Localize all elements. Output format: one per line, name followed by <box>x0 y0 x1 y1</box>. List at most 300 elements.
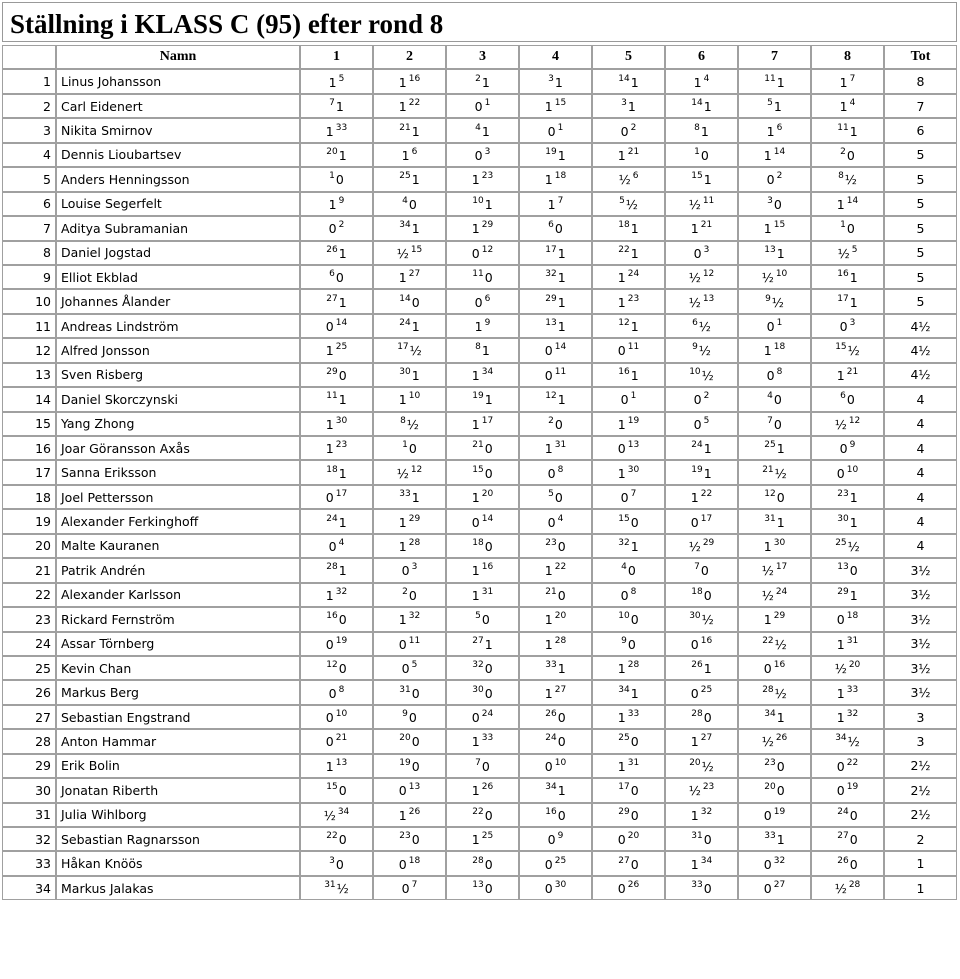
score: 1 <box>544 685 553 701</box>
score: 1 <box>325 343 334 359</box>
table-row <box>2 387 957 411</box>
round-result-cell <box>738 314 811 338</box>
round-result-cell <box>519 680 592 704</box>
total-cell: 2½ <box>884 803 957 827</box>
player-name: Elliot Ekblad <box>56 265 300 289</box>
rank-cell: 25 <box>2 656 56 680</box>
opponent-number: 4 <box>402 195 408 206</box>
opponent-number: 25 <box>481 831 494 842</box>
opponent-number: 31 <box>554 440 567 451</box>
round-result-cell <box>811 754 884 778</box>
total-cell: 4 <box>884 412 957 436</box>
opponent-number: 9 <box>402 709 408 720</box>
opponent-number: 32 <box>472 660 484 671</box>
score: 0 <box>620 392 629 408</box>
opponent-number: 1 <box>694 146 700 157</box>
round-result-cell <box>811 729 884 753</box>
round-result-cell <box>738 509 811 533</box>
opponent-number: 26 <box>481 782 494 793</box>
player-name: Daniel Jogstad <box>56 241 300 265</box>
score: 1 <box>398 270 407 286</box>
rank-cell: 22 <box>2 583 56 607</box>
table-row <box>2 778 957 802</box>
round-result-cell <box>738 680 811 704</box>
score: 0 <box>401 661 410 677</box>
round-result-cell <box>519 387 592 411</box>
opponent-number: 24 <box>691 440 703 451</box>
opponent-number: 21 <box>399 122 411 133</box>
round-result-cell <box>300 118 373 142</box>
round-result-cell <box>738 289 811 313</box>
opponent-number: 8 <box>557 464 564 475</box>
round-result-cell <box>300 485 373 509</box>
round-result-cell <box>811 851 884 875</box>
round-result-cell <box>811 143 884 167</box>
opponent-number: 13 <box>472 880 484 891</box>
opponent-number: 18 <box>472 537 484 548</box>
score: 1 <box>471 563 480 579</box>
rank-cell: 21 <box>2 558 56 582</box>
opponent-number: 23 <box>627 293 640 304</box>
score: 0 <box>630 783 639 799</box>
score: 1 <box>617 661 626 677</box>
table-row <box>2 216 957 240</box>
rank-cell: 3 <box>2 118 56 142</box>
table-row <box>2 289 957 313</box>
opponent-number: 33 <box>545 660 557 671</box>
opponent-number: 2 <box>703 391 710 402</box>
score: 0 <box>557 734 566 750</box>
opponent-number: 30 <box>689 611 701 622</box>
opponent-number: 32 <box>618 537 630 548</box>
total-cell: 2½ <box>884 778 957 802</box>
player-name: Johannes Ålander <box>56 289 300 313</box>
round-result-cell <box>811 314 884 338</box>
round-result-cell <box>446 265 519 289</box>
round-result-cell <box>373 607 446 631</box>
round-result-cell <box>300 241 373 265</box>
round-result-cell <box>665 94 738 118</box>
score: 0 <box>766 367 775 383</box>
total-cell: 3½ <box>884 632 957 656</box>
score: 1 <box>471 783 480 799</box>
round-result-cell <box>811 338 884 362</box>
opponent-number: 1 <box>402 440 408 451</box>
opponent-number: 27 <box>837 831 849 842</box>
score: 0 <box>471 514 480 530</box>
opponent-number: 33 <box>846 684 859 695</box>
round-result-cell <box>592 460 665 484</box>
opponent-number: 26 <box>408 806 421 817</box>
round-result-cell <box>519 265 592 289</box>
round-result-cell <box>519 803 592 827</box>
score: 0 <box>411 832 420 848</box>
total-cell: 5 <box>884 192 957 216</box>
round-result-cell <box>300 827 373 851</box>
round-result-cell <box>738 558 811 582</box>
round-result-cell <box>519 167 592 191</box>
player-name: Sebastian Engstrand <box>56 705 300 729</box>
round-result-cell <box>446 729 519 753</box>
opponent-number: 4 <box>475 122 481 133</box>
player-name: Alexander Karlsson <box>56 583 300 607</box>
opponent-number: 19 <box>545 146 557 157</box>
opponent-number: 11 <box>554 366 567 377</box>
rank-cell: 6 <box>2 192 56 216</box>
score: ½ <box>761 563 774 579</box>
score: 0 <box>325 490 334 506</box>
total-cell: 1 <box>884 876 957 900</box>
round-result-cell <box>738 729 811 753</box>
opponent-number: 31 <box>324 880 336 891</box>
round-result-cell <box>665 265 738 289</box>
table-row <box>2 314 957 338</box>
score: 0 <box>401 563 410 579</box>
round-result-cell <box>592 509 665 533</box>
total-cell: 7 <box>884 94 957 118</box>
score: 0 <box>620 123 629 139</box>
score: 0 <box>338 832 347 848</box>
score: 0 <box>630 514 639 530</box>
score: 0 <box>846 221 855 237</box>
opponent-number: 2 <box>475 73 481 84</box>
score: 0 <box>849 832 858 848</box>
table-row <box>2 460 957 484</box>
round-result-cell <box>665 534 738 558</box>
opponent-number: 34 <box>618 684 630 695</box>
score: 0 <box>693 245 702 261</box>
round-result-cell <box>592 143 665 167</box>
score: 1 <box>474 319 483 335</box>
opponent-number: 20 <box>764 782 776 793</box>
round-result-cell <box>446 705 519 729</box>
score: 0 <box>763 661 772 677</box>
opponent-number: 15 <box>835 342 847 353</box>
round-result-cell <box>446 412 519 436</box>
opponent-number: 19 <box>399 757 411 768</box>
round-result-cell <box>665 69 738 93</box>
round-result-cell <box>300 338 373 362</box>
round-result-cell <box>592 167 665 191</box>
round-result-cell <box>592 94 665 118</box>
score: 0 <box>544 856 553 872</box>
opponent-number: 12 <box>481 244 494 255</box>
opponent-number: 14 <box>335 318 348 329</box>
player-name: Kevin Chan <box>56 656 300 680</box>
opponent-number: 23 <box>481 171 494 182</box>
score: 1 <box>557 147 566 163</box>
round-result-cell <box>665 436 738 460</box>
opponent-number: 15 <box>326 782 338 793</box>
opponent-number: 15 <box>618 513 630 524</box>
table-row <box>2 680 957 704</box>
table-row <box>2 729 957 753</box>
header-row <box>2 45 957 69</box>
score: 1 <box>398 514 407 530</box>
opponent-number: 23 <box>702 782 715 793</box>
score: 0 <box>408 710 417 726</box>
header-round-6: 6 <box>665 45 738 69</box>
player-name: Malte Kauranen <box>56 534 300 558</box>
opponent-number: 8 <box>838 171 844 182</box>
opponent-number: 12 <box>618 318 630 329</box>
opponent-number: 32 <box>700 806 713 817</box>
opponent-number: 6 <box>484 293 491 304</box>
opponent-number: 11 <box>764 73 776 84</box>
opponent-number: 34 <box>764 709 776 720</box>
opponent-number: 13 <box>837 562 849 573</box>
opponent-number: 29 <box>481 220 494 231</box>
player-name: Markus Berg <box>56 680 300 704</box>
total-cell: 5 <box>884 143 957 167</box>
opponent-number: 8 <box>400 415 406 426</box>
round-result-cell <box>592 412 665 436</box>
opponent-number: 20 <box>689 757 701 768</box>
round-result-cell <box>665 216 738 240</box>
score: 1 <box>481 74 490 90</box>
table-row <box>2 363 957 387</box>
round-result-cell <box>446 754 519 778</box>
score: 1 <box>557 661 566 677</box>
opponent-number: 18 <box>326 464 338 475</box>
score: ½ <box>625 196 638 212</box>
round-result-cell <box>373 69 446 93</box>
round-result-cell <box>446 387 519 411</box>
score: 1 <box>627 99 636 115</box>
score: 0 <box>846 392 855 408</box>
opponent-number: 10 <box>846 464 859 475</box>
opponent-number: 5 <box>619 195 625 206</box>
rank-cell: 34 <box>2 876 56 900</box>
round-result-cell <box>300 803 373 827</box>
total-cell: 4 <box>884 460 957 484</box>
round-result-cell <box>665 289 738 313</box>
opponent-number: 6 <box>411 146 418 157</box>
opponent-number: 14 <box>618 73 630 84</box>
score: 1 <box>398 538 407 554</box>
round-result-cell <box>592 265 665 289</box>
table-row <box>2 754 957 778</box>
score: ½ <box>688 294 701 310</box>
round-result-cell <box>373 167 446 191</box>
opponent-number: 3 <box>329 855 335 866</box>
round-result-cell <box>592 876 665 900</box>
opponent-number: 34 <box>399 220 411 231</box>
score: 0 <box>773 416 782 432</box>
player-name: Julia Wihlborg <box>56 803 300 827</box>
opponent-number: 26 <box>837 855 849 866</box>
table-row <box>2 632 957 656</box>
round-result-cell <box>373 680 446 704</box>
score: ½ <box>396 245 409 261</box>
opponent-number: 5 <box>851 244 858 255</box>
opponent-number: 11 <box>837 122 849 133</box>
round-result-cell <box>373 118 446 142</box>
score: 1 <box>401 147 410 163</box>
round-result-cell <box>446 143 519 167</box>
table-row <box>2 265 957 289</box>
opponent-number: 34 <box>835 733 847 744</box>
score: 1 <box>557 270 566 286</box>
opponent-number: 17 <box>545 244 557 255</box>
score: 1 <box>630 685 639 701</box>
round-result-cell <box>446 534 519 558</box>
opponent-number: 31 <box>481 586 494 597</box>
rank-cell: 19 <box>2 509 56 533</box>
opponent-number: 7 <box>475 757 481 768</box>
score: 0 <box>547 832 556 848</box>
score: 0 <box>547 123 556 139</box>
round-result-cell <box>592 851 665 875</box>
score: 0 <box>554 490 563 506</box>
total-cell: 4 <box>884 534 957 558</box>
score: 1 <box>703 99 712 115</box>
round-result-cell <box>373 338 446 362</box>
score: 0 <box>627 563 636 579</box>
score: 1 <box>484 196 493 212</box>
total-cell: 4 <box>884 387 957 411</box>
round-result-cell <box>373 143 446 167</box>
score: 1 <box>836 710 845 726</box>
round-result-cell <box>373 363 446 387</box>
round-result-cell <box>519 363 592 387</box>
round-result-cell <box>373 436 446 460</box>
score: 0 <box>408 196 417 212</box>
score: 1 <box>849 587 858 603</box>
opponent-number: 6 <box>692 318 698 329</box>
score: 0 <box>617 441 626 457</box>
round-result-cell <box>811 558 884 582</box>
round-result-cell <box>811 387 884 411</box>
score: 0 <box>849 563 858 579</box>
round-result-cell <box>519 632 592 656</box>
round-result-cell <box>665 192 738 216</box>
round-result-cell <box>738 876 811 900</box>
total-cell: 3½ <box>884 607 957 631</box>
round-result-cell <box>373 558 446 582</box>
round-result-cell <box>446 314 519 338</box>
round-result-cell <box>446 583 519 607</box>
round-result-cell <box>592 534 665 558</box>
opponent-number: 13 <box>545 318 557 329</box>
table-row <box>2 118 957 142</box>
round-result-cell <box>665 241 738 265</box>
score: 0 <box>763 807 772 823</box>
round-result-cell <box>446 656 519 680</box>
round-result-cell <box>738 705 811 729</box>
score: 0 <box>474 294 483 310</box>
opponent-number: 11 <box>472 269 484 280</box>
round-result-cell <box>665 803 738 827</box>
round-result-cell <box>738 803 811 827</box>
opponent-number: 7 <box>557 195 564 206</box>
player-name: Louise Segerfelt <box>56 192 300 216</box>
round-result-cell <box>300 94 373 118</box>
table-row <box>2 412 957 436</box>
round-result-cell <box>592 216 665 240</box>
score: 1 <box>554 74 563 90</box>
score: ½ <box>396 465 409 481</box>
opponent-number: 27 <box>773 880 786 891</box>
opponent-number: 30 <box>335 415 348 426</box>
score: 0 <box>703 710 712 726</box>
total-cell: 2½ <box>884 754 957 778</box>
score: 0 <box>693 416 702 432</box>
total-cell: 3½ <box>884 680 957 704</box>
round-result-cell <box>519 534 592 558</box>
score: 0 <box>338 367 347 383</box>
score: 0 <box>484 856 493 872</box>
score: 0 <box>617 343 626 359</box>
score: 0 <box>325 734 334 750</box>
round-result-cell <box>665 118 738 142</box>
opponent-number: 13 <box>408 782 421 793</box>
total-cell: 5 <box>884 216 957 240</box>
round-result-cell <box>811 705 884 729</box>
rank-cell: 20 <box>2 534 56 558</box>
opponent-number: 6 <box>840 391 846 402</box>
round-result-cell <box>519 827 592 851</box>
player-name: Sanna Eriksson <box>56 460 300 484</box>
round-result-cell <box>592 289 665 313</box>
header-name: Namn <box>56 45 300 69</box>
round-result-cell <box>738 118 811 142</box>
score: 0 <box>325 319 334 335</box>
opponent-number: 34 <box>545 782 557 793</box>
score: 1 <box>557 392 566 408</box>
score: ½ <box>844 172 857 188</box>
player-name: Anton Hammar <box>56 729 300 753</box>
round-result-cell <box>738 363 811 387</box>
round-result-cell <box>300 632 373 656</box>
opponent-number: 28 <box>472 855 484 866</box>
score: 1 <box>690 490 699 506</box>
score: ½ <box>834 416 847 432</box>
round-result-cell <box>665 509 738 533</box>
round-result-cell <box>665 778 738 802</box>
score: 1 <box>690 221 699 237</box>
opponent-number: 25 <box>399 171 411 182</box>
opponent-number: 5 <box>475 611 481 622</box>
score: 0 <box>703 881 712 897</box>
opponent-number: 4 <box>557 513 564 524</box>
header-round-3: 3 <box>446 45 519 69</box>
score: 0 <box>690 636 699 652</box>
round-result-cell <box>811 118 884 142</box>
player-name: Erik Bolin <box>56 754 300 778</box>
opponent-number: 17 <box>700 513 713 524</box>
round-result-cell <box>592 656 665 680</box>
opponent-number: 29 <box>408 513 421 524</box>
table-row <box>2 876 957 900</box>
score: 0 <box>766 172 775 188</box>
score: 0 <box>703 587 712 603</box>
round-result-cell <box>519 778 592 802</box>
score: 1 <box>773 99 782 115</box>
round-result-cell <box>738 69 811 93</box>
opponent-number: 20 <box>399 733 411 744</box>
round-result-cell <box>373 192 446 216</box>
opponent-number: 4 <box>849 98 856 109</box>
round-result-cell <box>592 583 665 607</box>
score: 1 <box>763 221 772 237</box>
score: 1 <box>325 123 334 139</box>
score: 1 <box>617 147 626 163</box>
round-result-cell <box>519 241 592 265</box>
opponent-number: 29 <box>618 806 630 817</box>
score: 1 <box>398 392 407 408</box>
total-cell: 2 <box>884 827 957 851</box>
